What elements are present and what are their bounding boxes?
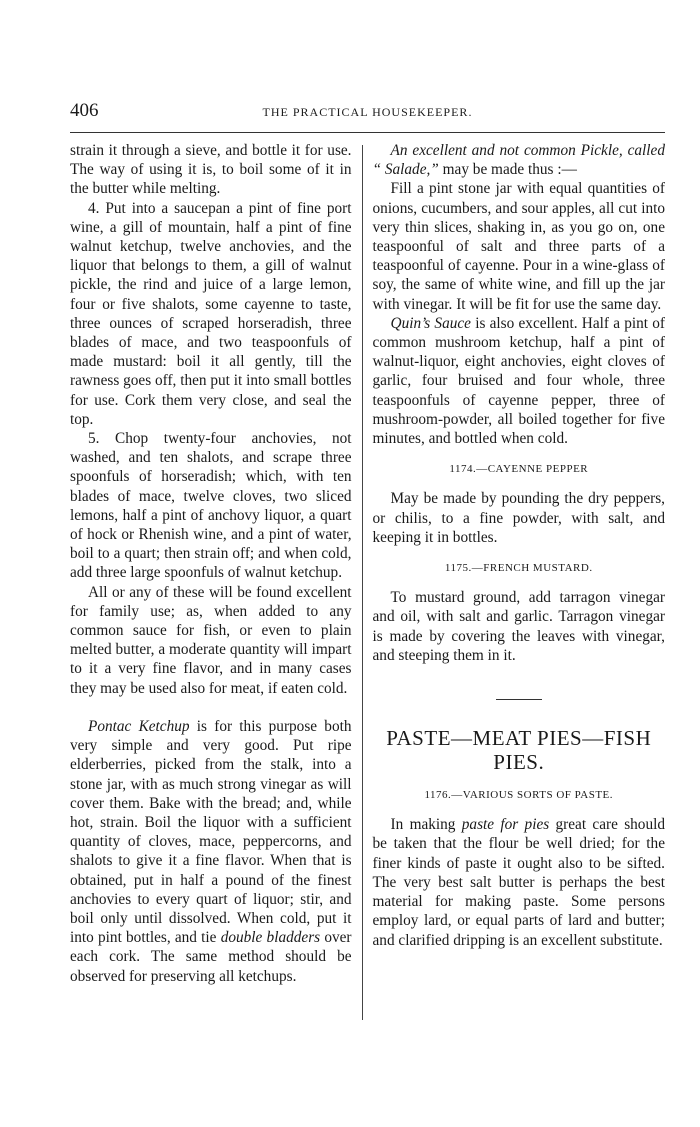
paragraph-salade: An excellent and not common Pickle, called “ Salade,” may be made thus :— xyxy=(372,142,665,179)
paragraph-quins-sauce: Quin’s Sauce is also excellent. Half a pint of common mushroom ketchup, half a pint of walnut-liquor, eight anchovies, eight cloves of garlic, four bruised and four whole, three teaspoonfuls of cayenne pepper, three of mushroom-powder, all boiled together for five minutes, and bottled when cold. xyxy=(372,314,665,448)
paragraph-recipe-4: 4. Put into a saucepan a pint of fine port wine, a gill of mountain, half a pint of fine walnut ketchup, twelve anchovies, and the liquor that belongs to them, a gill of walnut pickle, the rind and juice of a large lemon, four or five shalots, some cayenne to taste, three ounces of scraped horseradish, three blades of mace, and two teaspoonfuls of made mustard: boil it all gently, till the rawness goes off, then put it into small bottles for use. Cork them very close, and seal the top. xyxy=(70,199,352,428)
paragraph: All or any of these will be found excellent for family use; as, when added to any common sauce for fish, or even to plain melted butter, a moderate quantity will impart to it a very fine flavor, and in many cases they may be used also for meat, if eaten cold. xyxy=(70,583,352,697)
left-column xyxy=(70,141,362,1020)
paragraph: To mustard ground, add tarragon vinegar and oil, with salt and garlic. Tarragon vinegar is made by covering the leaves with vinegar, and steeping them in it. xyxy=(372,589,665,664)
italic-term: paste for pies xyxy=(461,816,550,834)
italic-term: Pontac Ketchup xyxy=(88,717,190,735)
italic-term: double bladders xyxy=(220,929,321,947)
section-heading-1175: 1175.—FRENCH MUSTARD. xyxy=(444,562,593,575)
page-number: 406 xyxy=(70,100,99,121)
paragraph: May be made by pounding the dry peppers, or chilis, to a fine powder, with salt, and keeping it in bottles. xyxy=(372,490,665,546)
paragraph-pontac-ketchup: Pontac Ketchup is for this purpose both very simple and very good. Put ripe elderberries, picked from the stalk, into a stone jar, with as much strong vinegar as will cover them. Bake with the bread; and, while hot, strain. Boil the liquor with a sufficient quantity of cloves, mace, peppercorns, and shalots to give it a fine flavor. When that is obtained, put in half a pound of the finest anchovies to every quart of liquor; stir, and boil only until dissolved. When cold, put it into pint bottles, and tie double bladders over each cork. The same method should be observed for preserving all ketchups. xyxy=(70,717,352,985)
chapter-rule xyxy=(496,699,542,700)
section-heading-1174: 1174.—CAYENNE PEPPER xyxy=(449,463,589,476)
page-header xyxy=(70,100,665,133)
italic-term: An excellent and not common Pickle, called “ Salade,” xyxy=(372,142,665,179)
paragraph-paste: In making paste for pies great care should be taken that the flour be well dried; for the finer kinds of paste it ought also to be sifted. The very best salt butter is perhaps the best material for making paste. Some persons employ lard, or equal parts of lard and butter; and clarified dripping is an excellent substitute. xyxy=(372,816,665,949)
section-heading-1176: 1176.—VARIOUS SORTS OF PASTE. xyxy=(424,789,614,802)
chapter-title: PASTE—MEAT PIES—FISH PIES. xyxy=(386,726,652,775)
paragraph-recipe-5: 5. Chop twenty-four anchovies, not washed, and ten shalots, and scrape three spoonfuls of horseradish; which, with ten blades of mace, twelve cloves, two sliced lemons, half a pint of anchovy liquor, a quart of hock or Rhenish wine, and a pint of water, boil to a quart; then strain off; and when cold, add three large spoonfuls of walnut ketchup. xyxy=(70,430,352,582)
paragraph: Fill a pint stone jar with equal quantities of onions, cucumbers, and sour apples, all cut into very thin slices, shaking in, as you go on, one teaspoonful of salt and three parts of a teaspoonful of cayenne. Pour in a wine-glass of soy, the same of white wine, and fill up the jar with vinegar. It will be fit for use the same day. xyxy=(372,180,665,313)
book-page xyxy=(70,100,665,1020)
italic-term: Quin’s Sauce xyxy=(390,314,471,332)
running-title: THE PRACTICAL HOUSEKEEPER. xyxy=(262,105,473,119)
right-column xyxy=(363,141,665,1020)
text-columns xyxy=(70,141,665,1020)
paragraph: strain it through a sieve, and bottle it for use. The way of using it is, to boil some of it in the butter while melting. xyxy=(70,142,352,198)
